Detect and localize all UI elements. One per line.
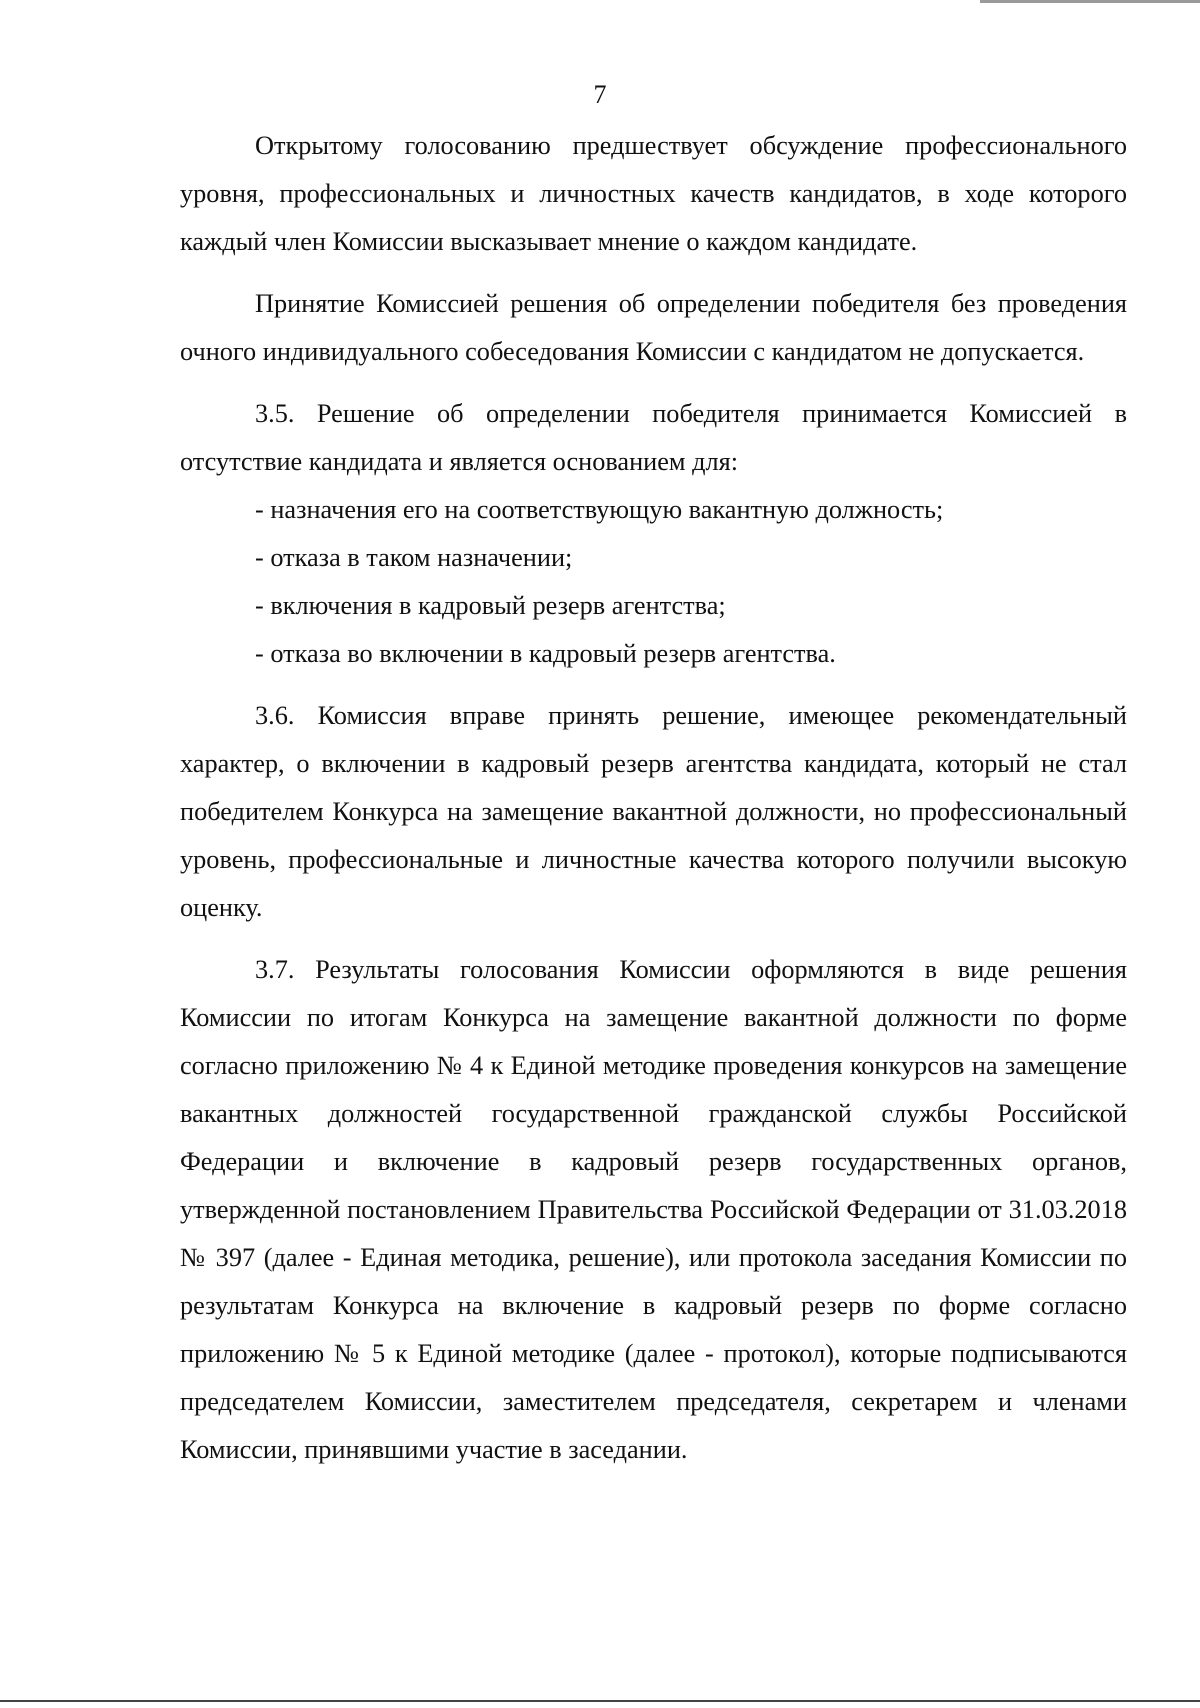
paragraph-3-7: 3.7. Результаты голосования Комиссии оформляются в виде решения Комиссии по итогам Конкурса на замещение вакантной должности по форме согласно приложению № 4 к Единой методике проведения конкурсов на замещение вакантных должностей государственной гражданской службы Российской Федерации и включение в кадровый резерв государственных органов, утвержденной постановлением Правительства Российской Федерации от 31.03.2018 № 397 (далее - Единая методика, решение), или протокола заседания Комиссии по результатам Конкурса на включение в кадровый резерв по форме согласно приложению № 5 к Единой методике (далее - протокол), которые подписываются председателем Комиссии, заместителем председателя, секретарем и членами Комиссии, принявшими участие в заседании. [180,955,1127,1464]
paragraph-3-5: 3.5. Решение об определении победителя принимается Комиссией в отсутствие кандидата и является основанием для: [180,399,1127,476]
scan-edge-line [980,0,1200,3]
document-body [180,122,1127,1474]
page-number: 7 [593,80,607,109]
paragraph-interview-required: Принятие Комиссией решения об определении победителя без проведения очного индивидуального собеседования Комиссии с кандидатом не допускается. [180,289,1127,366]
list-item: - отказа во включении в кадровый резерв агентства. [255,639,836,668]
list-item: - включения в кадровый резерв агентства; [255,591,726,620]
scan-bottom-line [0,1700,1200,1702]
paragraph-3-6: 3.6. Комиссия вправе принять решение, имеющее рекомендательный характер, о включении в кадровый резерв агентства кандидата, который не стал победителем Конкурса на замещение вакантной должности, но профессиональный уровень, профессиональные и личностные качества которого получили высокую оценку. [180,701,1127,922]
list-item: - отказа в таком назначении; [255,543,573,572]
paragraph-open-voting: Открытому голосованию предшествует обсуждение профессионального уровня, профессиональных и личностных качеств кандидатов, в ходе которого каждый член Комиссии высказывает мнение о каждом кандидате. [180,131,1127,256]
list-item: - назначения его на соответствующую вакантную должность; [255,495,944,524]
